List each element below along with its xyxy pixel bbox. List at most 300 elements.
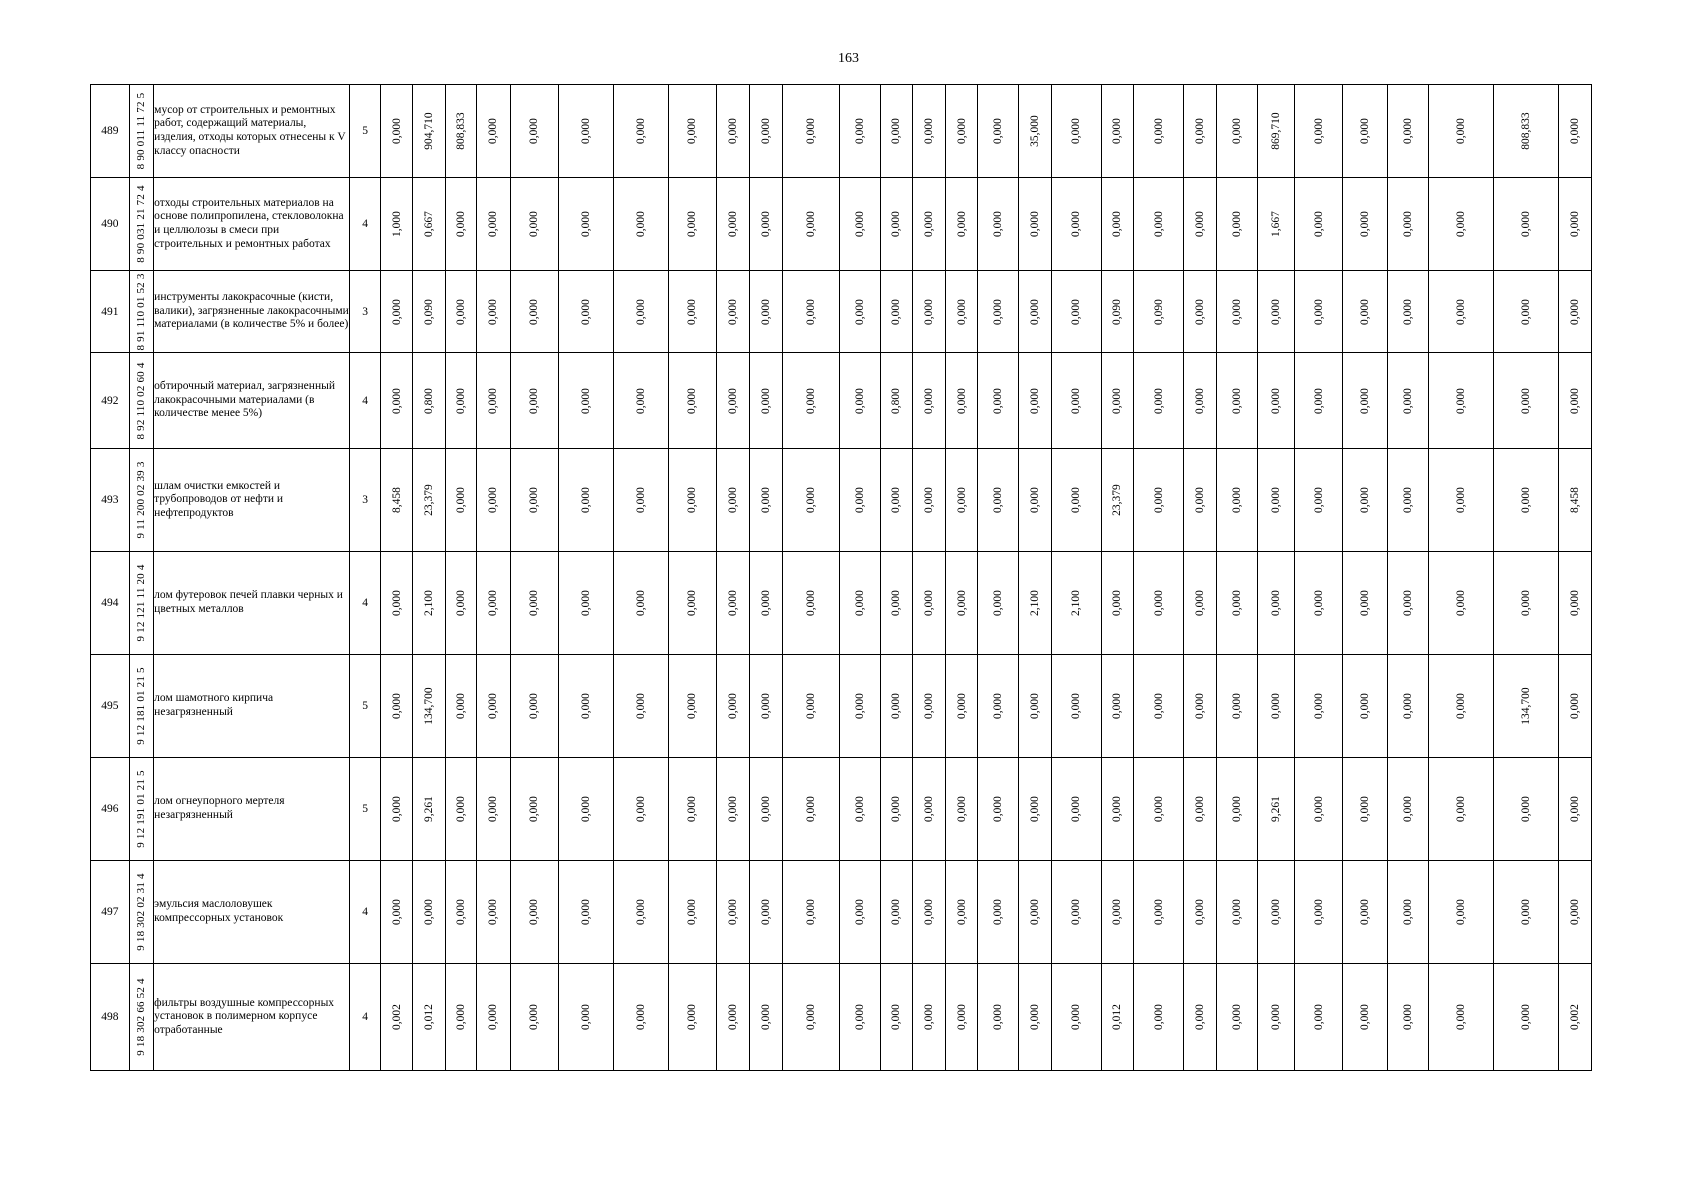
value: 0,000 (1230, 899, 1243, 925)
value: 0,000 (726, 796, 739, 822)
value-cell (477, 552, 511, 655)
value-cell (1184, 353, 1217, 449)
waste-code-cell (129, 552, 153, 655)
value: 0,000 (579, 211, 592, 237)
value-cell (1257, 449, 1295, 552)
value-cell (913, 178, 946, 271)
value: 0,000 (1193, 298, 1206, 325)
value: 0,000 (1401, 590, 1414, 616)
value-cell (445, 655, 477, 758)
value-cell (1019, 353, 1052, 449)
value-cell (1134, 85, 1184, 178)
value: 0,000 (686, 118, 699, 144)
value: 0,000 (853, 118, 866, 144)
waste-code-cell (129, 178, 153, 271)
value-cell (613, 655, 668, 758)
value: 0,000 (390, 387, 403, 414)
value: 0,000 (1028, 1004, 1041, 1030)
value-cell (750, 655, 783, 758)
value-cell (445, 271, 477, 353)
value-cell (1493, 178, 1558, 271)
value-cell (477, 178, 511, 271)
value-cell (1051, 861, 1101, 964)
value: 0,000 (1070, 211, 1083, 237)
value: 0,000 (726, 298, 739, 325)
hazard-class: 4 (349, 178, 381, 271)
value-cell (1134, 758, 1184, 861)
value: 0,000 (1519, 211, 1532, 237)
waste-code: 9 12 191 01 21 5 (135, 770, 148, 848)
value-cell (477, 353, 511, 449)
value-cell (1101, 353, 1134, 449)
value-cell (668, 271, 716, 353)
value-cell (880, 861, 913, 964)
value-cell (1019, 178, 1052, 271)
value-cell (558, 449, 613, 552)
value-cell (839, 758, 880, 861)
value: 0,000 (804, 796, 817, 822)
value-cell (1493, 655, 1558, 758)
value-cell (1101, 271, 1134, 353)
value-cell (1019, 758, 1052, 861)
value: 0,000 (1454, 899, 1467, 925)
value: 0,000 (955, 693, 968, 719)
value-cell (1295, 861, 1343, 964)
value-cell (1184, 178, 1217, 271)
value: 0,000 (528, 118, 541, 144)
value-cell (668, 449, 716, 552)
value-cell (782, 85, 839, 178)
value-cell (510, 353, 558, 449)
value: 0,000 (726, 387, 739, 414)
value: 0,000 (1111, 590, 1124, 616)
value-cell (1101, 85, 1134, 178)
waste-code: 8 91 110 01 52 3 (135, 272, 148, 351)
value: 0,000 (1569, 693, 1582, 719)
value: 0,000 (1230, 387, 1243, 414)
value-cell (381, 552, 413, 655)
value: 23,379 (422, 484, 435, 516)
value: 0,000 (1454, 298, 1467, 325)
value-cell (1559, 861, 1592, 964)
value: 0,000 (390, 590, 403, 616)
value-cell (381, 861, 413, 964)
value-cell (716, 353, 750, 449)
value: 0,090 (422, 298, 435, 325)
value-cell (1134, 449, 1184, 552)
value-cell (978, 552, 1019, 655)
value-cell (716, 758, 750, 861)
value-cell (668, 552, 716, 655)
value: 0,000 (454, 387, 467, 414)
waste-name: отходы строительных материалов на основе полипропилена, стекловолокна и целлюлозы в смеси при строительных и ремонтных работах (154, 178, 350, 271)
value: 0,000 (390, 796, 403, 822)
value-cell (880, 964, 913, 1071)
value-cell (1387, 861, 1428, 964)
value-cell (782, 861, 839, 964)
value-cell (1184, 758, 1217, 861)
value: 0,667 (422, 211, 435, 237)
value: 0,000 (1359, 118, 1372, 144)
value-cell (1295, 271, 1343, 353)
value-cell (1559, 178, 1592, 271)
value-cell (558, 861, 613, 964)
value-cell (1134, 552, 1184, 655)
hazard-class: 4 (349, 964, 381, 1071)
value: 0,090 (1152, 298, 1165, 325)
value-cell (913, 353, 946, 449)
value-cell (880, 655, 913, 758)
waste-name: эмульсия маслоловушек компрессорных установок (154, 861, 350, 964)
value-cell (1343, 178, 1388, 271)
value: 0,000 (923, 693, 935, 719)
value: 0,000 (686, 1004, 699, 1030)
value-cell (1493, 861, 1558, 964)
value-cell (510, 758, 558, 861)
value: 0,000 (1070, 487, 1083, 513)
value-cell (1216, 552, 1257, 655)
value-cell (978, 353, 1019, 449)
value: 0,000 (1070, 298, 1083, 325)
value: 0,000 (1028, 899, 1041, 925)
waste-name: мусор от строительных и ремонтных работ, содержащий материалы, изделия, отходы которых отнесены к V классу опасности (154, 85, 350, 178)
value: 0,000 (454, 211, 467, 237)
value: 0,000 (1152, 387, 1165, 414)
waste-code-cell (129, 271, 153, 353)
value-cell (477, 655, 511, 758)
value-cell (412, 353, 445, 449)
value: 0,000 (454, 796, 467, 822)
value: 0,000 (1454, 1004, 1467, 1030)
value-cell (1184, 655, 1217, 758)
value-cell (1559, 655, 1592, 758)
value: 0,000 (686, 899, 699, 925)
value-cell (913, 861, 946, 964)
value: 0,000 (923, 796, 935, 822)
value: 0,000 (760, 590, 772, 616)
value-cell (412, 964, 445, 1071)
value-cell (381, 353, 413, 449)
value-cell (510, 85, 558, 178)
table-row (91, 449, 1592, 552)
value-cell (510, 178, 558, 271)
value: 1,667 (1269, 211, 1282, 237)
value-cell (880, 758, 913, 861)
value: 0,012 (422, 1004, 435, 1030)
value: 0,000 (760, 1004, 772, 1030)
value: 0,000 (686, 298, 699, 325)
value: 0,000 (579, 1004, 592, 1030)
value: 0,000 (955, 118, 968, 144)
value-cell (1101, 861, 1134, 964)
value-cell (1184, 964, 1217, 1071)
value-cell (782, 655, 839, 758)
value: 0,000 (634, 1004, 647, 1030)
value-cell (1019, 85, 1052, 178)
value-cell (1428, 449, 1493, 552)
value: 0,000 (1519, 298, 1532, 325)
value: 0,000 (1269, 899, 1282, 925)
value-cell (412, 655, 445, 758)
value: 0,000 (686, 387, 699, 414)
value: 0,000 (853, 693, 866, 719)
value-cell (716, 861, 750, 964)
value: 0,000 (579, 487, 592, 513)
waste-name: лом шамотного кирпича незагрязненный (154, 655, 350, 758)
value-cell (1493, 85, 1558, 178)
value: 23,379 (1111, 484, 1124, 516)
value-cell (1387, 655, 1428, 758)
value: 0,000 (923, 899, 935, 925)
value-cell (1134, 861, 1184, 964)
value: 0,000 (1312, 387, 1325, 414)
value: 0,000 (1359, 387, 1372, 414)
value: 0,000 (487, 899, 500, 925)
value-cell (1428, 85, 1493, 178)
value-cell (750, 861, 783, 964)
value: 0,000 (1193, 796, 1206, 822)
value-cell (381, 271, 413, 353)
value-cell (1343, 964, 1388, 1071)
value: 0,000 (634, 298, 647, 325)
value-cell (1257, 964, 1295, 1071)
hazard-class: 4 (349, 353, 381, 449)
value: 0,000 (487, 298, 500, 325)
value: 0,000 (804, 1004, 817, 1030)
value: 0,000 (1070, 118, 1083, 144)
value: 0,000 (992, 693, 1005, 719)
value: 0,000 (853, 387, 866, 414)
value-cell (1019, 655, 1052, 758)
value-cell (1428, 758, 1493, 861)
value-cell (750, 85, 783, 178)
value-cell (1019, 964, 1052, 1071)
table-row (91, 271, 1592, 353)
value: 0,000 (487, 487, 500, 513)
value: 0,000 (1401, 899, 1414, 925)
value-cell (613, 964, 668, 1071)
value: 0,000 (634, 211, 647, 237)
value-cell (1051, 449, 1101, 552)
value-cell (1216, 655, 1257, 758)
value: 0,000 (1312, 796, 1325, 822)
value: 0,000 (1193, 487, 1206, 513)
value: 0,000 (1401, 211, 1414, 237)
value-cell (668, 353, 716, 449)
value-cell (1295, 85, 1343, 178)
value: 0,000 (1569, 298, 1582, 325)
value-cell (1559, 353, 1592, 449)
table-row (91, 178, 1592, 271)
value: 8,458 (390, 487, 403, 513)
value: 0,000 (1519, 590, 1532, 616)
value-cell (978, 178, 1019, 271)
value-cell (1343, 655, 1388, 758)
value-cell (913, 449, 946, 552)
value-cell (381, 178, 413, 271)
value-cell (1343, 552, 1388, 655)
value-cell (477, 449, 511, 552)
value: 0,000 (1312, 1004, 1325, 1030)
value-cell (381, 85, 413, 178)
value: 0,000 (1230, 487, 1243, 513)
value-cell (945, 178, 978, 271)
value-cell (750, 552, 783, 655)
value-cell (1051, 552, 1101, 655)
value-cell (716, 178, 750, 271)
value: 0,000 (686, 487, 699, 513)
value-cell (1019, 552, 1052, 655)
value-cell (1101, 964, 1134, 1071)
value-cell (1559, 85, 1592, 178)
value-cell (880, 85, 913, 178)
value-cell (1559, 758, 1592, 861)
value-cell (613, 552, 668, 655)
value-cell (945, 655, 978, 758)
value: 0,012 (1111, 1004, 1124, 1030)
value-cell (477, 85, 511, 178)
value-cell (978, 758, 1019, 861)
hazard-class: 3 (349, 271, 381, 353)
value-cell (880, 552, 913, 655)
row-number: 489 (91, 85, 130, 178)
value-cell (750, 449, 783, 552)
value-cell (477, 271, 511, 353)
value-cell (613, 85, 668, 178)
value: 0,000 (726, 693, 739, 719)
value: 0,000 (1028, 796, 1041, 822)
value: 0,000 (1193, 590, 1206, 616)
value: 0,000 (1359, 211, 1372, 237)
value-cell (782, 178, 839, 271)
value-cell (1184, 85, 1217, 178)
waste-code-cell (129, 449, 153, 552)
value: 0,000 (804, 899, 817, 925)
value-cell (1216, 758, 1257, 861)
value-cell (945, 353, 978, 449)
value: 0,000 (454, 298, 467, 325)
value-cell (613, 449, 668, 552)
waste-code-cell (129, 353, 153, 449)
value-cell (1343, 85, 1388, 178)
value-cell (1343, 449, 1388, 552)
value-cell (1493, 964, 1558, 1071)
value: 0,090 (1111, 298, 1124, 325)
value: 0,000 (955, 298, 968, 325)
value: 0,000 (487, 1004, 500, 1030)
value: 0,000 (528, 796, 541, 822)
value-cell (1019, 861, 1052, 964)
value-cell (412, 271, 445, 353)
value: 0,000 (634, 118, 647, 144)
value: 0,000 (1312, 693, 1325, 719)
value: 0,000 (1230, 118, 1243, 144)
value: 0,000 (1111, 796, 1124, 822)
waste-code-cell (129, 964, 153, 1071)
hazard-class: 5 (349, 85, 381, 178)
value-cell (750, 964, 783, 1071)
value: 0,000 (1569, 796, 1582, 822)
value: 0,000 (390, 118, 403, 144)
value-cell (412, 861, 445, 964)
value-cell (558, 178, 613, 271)
value: 0,000 (804, 387, 817, 414)
table-row (91, 85, 1592, 178)
value-cell (945, 861, 978, 964)
value: 0,000 (1193, 387, 1206, 414)
value-cell (510, 271, 558, 353)
value: 0,000 (686, 211, 699, 237)
value-cell (1257, 861, 1295, 964)
row-number: 498 (91, 964, 130, 1071)
value: 0,000 (853, 487, 866, 513)
value: 0,000 (1193, 1004, 1206, 1030)
value-cell (839, 271, 880, 353)
value-cell (445, 449, 477, 552)
value-cell (1051, 271, 1101, 353)
value-cell (839, 85, 880, 178)
value-cell (1019, 271, 1052, 353)
value-cell (839, 353, 880, 449)
value: 0,000 (1230, 590, 1243, 616)
waste-code: 8 92 110 02 60 4 (135, 361, 148, 440)
value: 0,000 (1312, 487, 1325, 513)
value: 0,002 (390, 1004, 403, 1030)
value: 0,000 (1359, 487, 1372, 513)
value: 0,000 (454, 1004, 467, 1030)
value-cell (445, 964, 477, 1071)
value: 0,000 (1401, 487, 1414, 513)
value-cell (750, 178, 783, 271)
value: 808,833 (1519, 112, 1532, 150)
row-number: 496 (91, 758, 130, 861)
value-cell (1051, 655, 1101, 758)
value: 0,000 (923, 387, 935, 414)
value-cell (978, 85, 1019, 178)
value: 2,100 (1028, 590, 1041, 616)
value-cell (716, 85, 750, 178)
value-cell (1428, 861, 1493, 964)
value: 0,000 (1230, 298, 1243, 325)
value: 0,000 (1193, 211, 1206, 237)
value: 0,000 (1401, 387, 1414, 414)
value: 0,000 (923, 1004, 935, 1030)
value: 0,000 (890, 590, 903, 616)
value-cell (945, 552, 978, 655)
value: 0,000 (1230, 796, 1243, 822)
value-cell (1428, 655, 1493, 758)
value-cell (1343, 271, 1388, 353)
value: 0,000 (454, 899, 467, 925)
value: 0,000 (853, 1004, 866, 1030)
value-cell (613, 861, 668, 964)
value-cell (1559, 449, 1592, 552)
value-cell (978, 861, 1019, 964)
value-cell (945, 85, 978, 178)
value-cell (1343, 758, 1388, 861)
value: 0,000 (1401, 693, 1414, 719)
value-cell (1257, 178, 1295, 271)
value-cell (750, 271, 783, 353)
value: 0,000 (1070, 796, 1083, 822)
value-cell (1343, 861, 1388, 964)
value-cell (1257, 552, 1295, 655)
value-cell (477, 758, 511, 861)
value: 0,000 (528, 298, 541, 325)
value-cell (1257, 353, 1295, 449)
value: 0,000 (853, 899, 866, 925)
value-cell (716, 552, 750, 655)
